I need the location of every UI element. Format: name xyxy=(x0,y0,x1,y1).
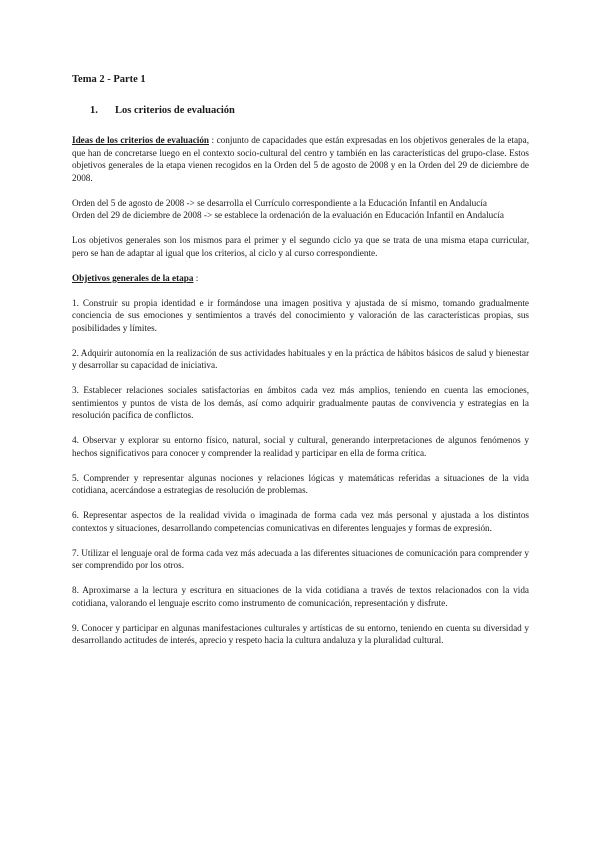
objetivos-intro-paragraph: Los objetivos generales son los mismos para el primer y el segundo ciclo ya que se trata de una misma etapa curricular, pero se han de adaptar al igual que los criterios, al ciclo y al curso correspondiente. xyxy=(72,235,529,258)
objetivos-heading-suffix: : xyxy=(193,272,199,283)
ideas-text: : conjunto de capacidades que están expresadas en los objetivos generales de la etapa, que han de concretarse luego en el contexto socio-cultural del centro y también en las características del grupo-clase. Estos objetivos generales de la etapa vienen recogidos en la Orden del 5 de agosto de 2008 y en la Orden del 29 de diciembre de 2008. xyxy=(72,135,530,183)
objetivo-item: 8. Aproximarse a la lectura y escritura en situaciones de la vida cotidiana a través de textos relacionados con la vida cotidiana, valorando el lenguaje escrito como instrumento de comunicación, representación y disfrute. xyxy=(72,585,529,608)
orden-paragraph-2: Orden del 29 de diciembre de 2008 -> se establece la ordenación de la evaluación en Educación Infantil en Andalucía xyxy=(72,210,504,220)
objetivo-item: 2. Adquirir autonomía en la realización de sus actividades habituales y en la práctica de hábitos básicos de salud y bienestar y desarrollar su capacidad de iniciativa. xyxy=(72,347,529,370)
ideas-label: Ideas de los criterios de evaluación xyxy=(72,135,210,145)
objetivo-item: 9. Conocer y participar en algunas manifestaciones culturales y artísticas de su entorno, teniendo en cuenta su diversidad y desarrollando actitudes de interés, aprecio y respeto hacia la cultura andaluza y la pluralidad cultural. xyxy=(72,622,529,645)
section-title: Los criterios de evaluación xyxy=(115,105,235,116)
objetivo-item: 4. Observar y explorar su entorno físico, natural, social y cultural, generando interpretaciones de algunos fenómenos y hechos significativos para conocer y comprender la realidad y participar en ella de forma crítica. xyxy=(72,435,529,458)
ideas-paragraph xyxy=(72,134,529,184)
objetivo-item: 5. Comprender y representar algunas nociones y relaciones lógicas y matemáticas referidas a situaciones de la vida cotidiana, acercándose a estrategias de resolución de problemas. xyxy=(72,472,529,495)
document-title: Tema 2 - Parte 1 xyxy=(72,74,146,85)
objetivo-item: 6. Representar aspectos de la realidad vivida o imaginada de forma cada vez más personal y ajustada a los distintos contextos y situaciones, desarrollando competencias comunicativas en diferentes lenguajes y formas de expresión. xyxy=(72,510,529,533)
objetivos-heading xyxy=(72,272,529,285)
objetivo-item: 1. Construir su propia identidad e ir formándose una imagen positiva y ajustada de sí mismo, tomando gradualmente conciencia de sus emociones y sentimientos a través del conocimiento y valoración de las características propias, sus posibilidades y límites. xyxy=(72,297,529,333)
objetivo-item: 7. Utilizar el lenguaje oral de forma cada vez más adecuada a las diferentes situaciones de comunicación para comprender y ser comprendido por los otros. xyxy=(72,547,529,570)
objetivo-item: 3. Establecer relaciones sociales satisfactorias en ámbitos cada vez más amplios, teniendo en cuenta las emociones, sentimientos y puntos de vista de los demás, así como adquirir gradualmente pautas de convivencia y estrategias en la resolución pacífica de conflictos. xyxy=(72,385,529,420)
section-number: 1. xyxy=(90,105,98,116)
section-heading xyxy=(90,104,529,117)
orden-paragraph-1: Orden del 5 de agosto de 2008 -> se desarrolla el Currículo correspondiente a la Educación Infantil en Andalucía xyxy=(72,197,487,208)
objetivos-heading-label: Objetivos generales de la etapa xyxy=(72,272,194,283)
